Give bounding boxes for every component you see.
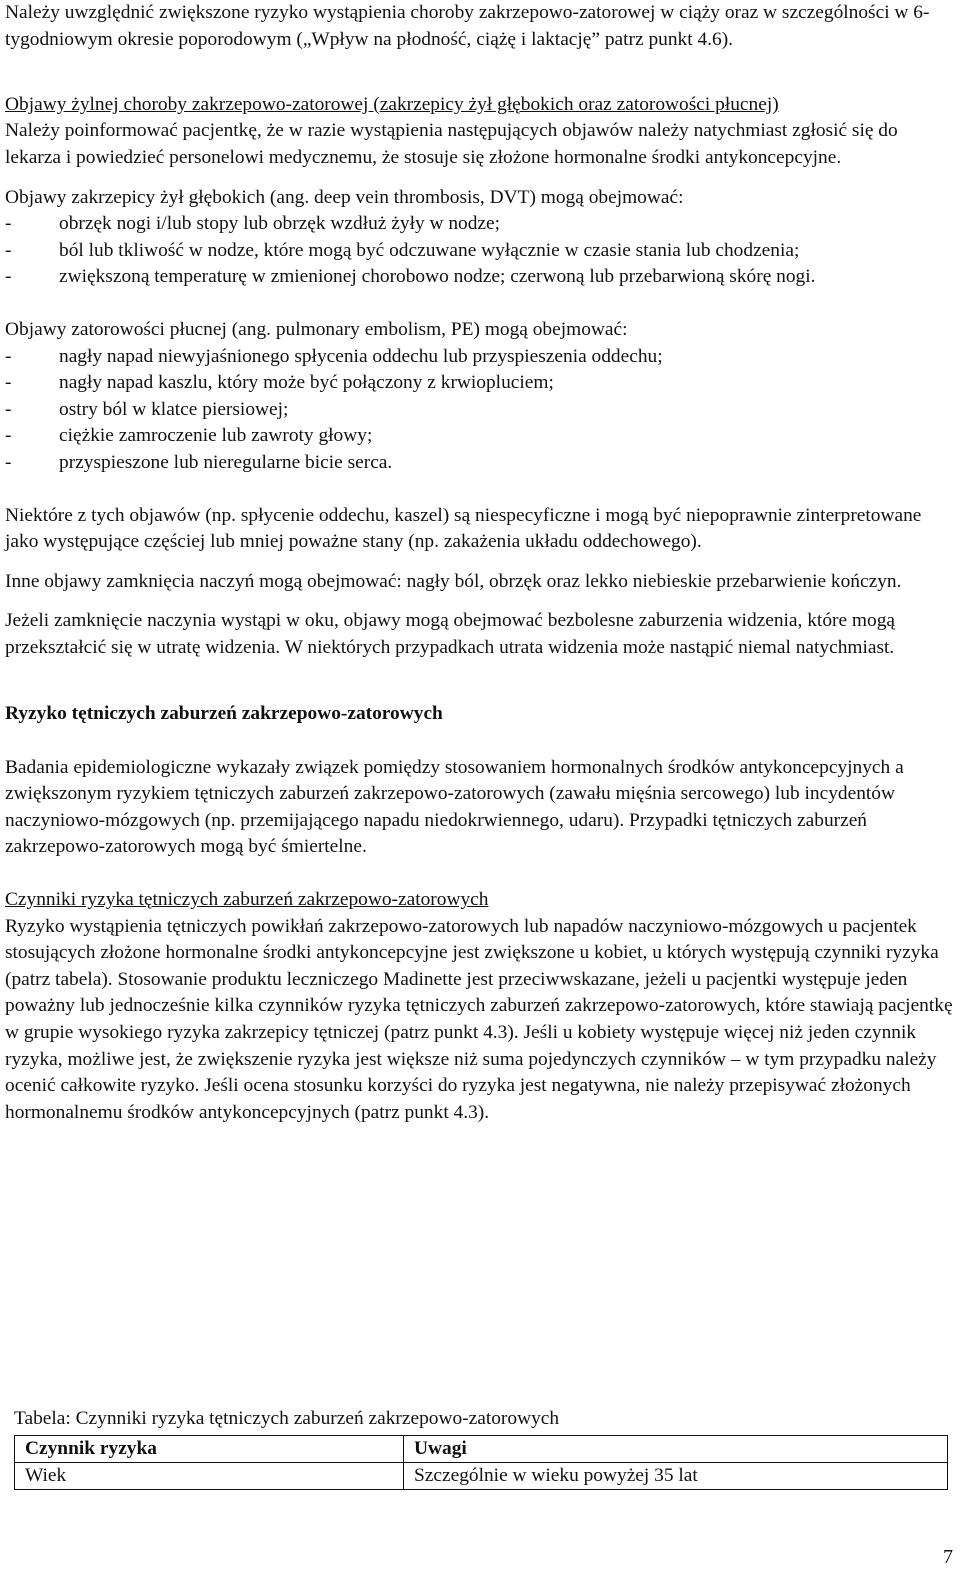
intro-paragraph: Należy uwzględnić zwiększone ryzyko wystąpienia choroby zakrzepowo-zatorowej w ciąży oraz w szczególności w 6-tygodniowym okresie poporodowym („Wpływ na płodność, ciążę i laktację” patrz punkt 4.6). [5,2,930,50]
list-item: - przyspieszone lub nieregularne bicie serca. [5,450,955,477]
risk-factors-title: Czynniki ryzyka tętniczych zaburzeń zakrzepowo-zatorowych [5,889,489,911]
list-dash: - [5,213,12,235]
list-item: - nagły napad kaszlu, który może być połączony z krwiopluciem; [5,370,955,397]
list-item: - zwiększoną temperaturę w zmienionej chorobowo nodze; czerwoną lub przebarwioną skórę nogi. [5,264,955,291]
table-header-row [15,1435,948,1462]
list-item: - nagły napad niewyjaśnionego spłycenia oddechu lub przyspieszenia oddechu; [5,344,955,371]
page-number: 7 [943,1546,953,1568]
risk-table-block [14,1406,948,1490]
list-dash: - [5,451,12,473]
table-cell: Wiek [15,1462,404,1489]
table-cell: Szczególnie w wieku powyżej 35 lat [404,1462,948,1489]
ate-heading: Ryzyko tętniczych zaburzeń zakrzepowo-zatorowych [5,703,443,725]
vte-section-body: Należy poinformować pacjentkę, że w razie wystąpienia następujących objawów należy natychmiast zgłosić się do lekarza i powiedzieć personelowi medycznemu, że stosuje się złożone hormonalne środki antykoncepcyjne. [5,120,898,168]
list-item: - ból lub tkliwość w nodze, które mogą być odczuwane wyłącznie w czasie stania lub chodzenia; [5,238,955,265]
list-item: - ostry ból w klatce piersiowej; [5,397,955,424]
list-dash: - [5,239,12,261]
pe-intro: Objawy zatorowości płucnej (ang. pulmonary embolism, PE) mogą obejmować: [5,318,628,340]
list-dash: - [5,345,12,367]
risk-factors-body: Ryzyko wystąpienia tętniczych powikłań zakrzepowo-zatorowych lub napadów naczyniowo-mózgowych u pacjentek stosujących złożone hormonalne środki antykoncepcyjne jest zwiększone u kobiet, u których występują czynniki ryzyka (patrz tabela). Stosowanie produktu leczniczego Madinette jest przeciwwskazane, jeżeli u pacjentki występuje jeden poważny lub jednocześnie kilka czynników ryzyka tętniczych zaburzeń zakrzepowo-zatorowych, które stawiają pacjentkę w grupie wysokiego ryzyka zakrzepicy tętniczej (patrz punkt 4.3). Jeśli u kobiety występuje więcej niż jeden czynnik ryzyka, możliwe jest, że zwiększenie ryzyka jest większe niż suma pojedynczych czynników – w tym przypadku należy ocenić całkowite ryzyko. Jeśli ocena stosunku korzyści do ryzyka jest negatywna, nie należy przepisywać złożonych hormonalnemu środków antykoncepcyjnych (patrz punkt 4.3). [5,915,953,1123]
risk-factors-table [14,1435,948,1490]
list-dash: - [5,398,12,420]
list-item: - ciężkie zamroczenie lub zawroty głowy; [5,423,955,450]
document-page [5,0,955,1126]
list-item: - obrzęk nogi i/lub stopy lub obrzęk wzdłuż żyły w nodze; [5,211,955,238]
table-row [15,1462,948,1489]
vte-section-title: Objawy żylnej choroby zakrzepowo-zatorowej (zakrzepicy żył głębokich oraz zatorowości płucnej) [5,93,779,115]
list-dash: - [5,425,12,447]
eye-occlusion-note: Jeżeli zamknięcie naczynia wystąpi w oku, objawy mogą obejmować bezbolesne zaburzenia widzenia, które mogą przekształcić się w utratę widzenia. W niektórych przypadkach utrata widzenia może nastąpić niemal natychmiast. [5,610,895,658]
ate-body: Badania epidemiologiczne wykazały związek pomiędzy stosowaniem hormonalnych środków antykoncepcyjnych a zwiększonym ryzykiem tętniczych zaburzeń zakrzepowo-zatorowych (zawału mięśnia sercowego) lub incydentów naczyniowo-mózgowych (np. przemijającego napadu niedokrwiennego, udaru). Przypadki tętniczych zaburzeń zakrzepowo-zatorowych mogą być śmiertelne. [5,756,904,858]
nonspecific-note: Niektóre z tych objawów (np. spłycenie oddechu, kaszel) są niespecyficzne i mogą być niepoprawnie zinterpretowane jako występujące częściej lub mniej poważne stany (np. zakażenia układu oddechowego). [5,504,922,553]
list-dash: - [5,372,12,394]
table-header-cell: Czynnik ryzyka [15,1435,404,1462]
table-header-cell: Uwagi [404,1435,948,1462]
table-caption: Tabela: Czynniki ryzyka tętniczych zaburzeń zakrzepowo-zatorowych [14,1408,560,1429]
occlusion-note: Inne objawy zamknięcia naczyń mogą obejmować: nagły ból, obrzęk oraz lekko niebieskie przebarwienie kończyn. [5,570,902,592]
dvt-intro: Objawy zakrzepicy żył głębokich (ang. deep vein thrombosis, DVT) mogą obejmować: [5,186,684,208]
list-dash: - [5,266,12,288]
dvt-symptom-list [5,211,955,291]
pe-symptom-list [5,344,955,477]
